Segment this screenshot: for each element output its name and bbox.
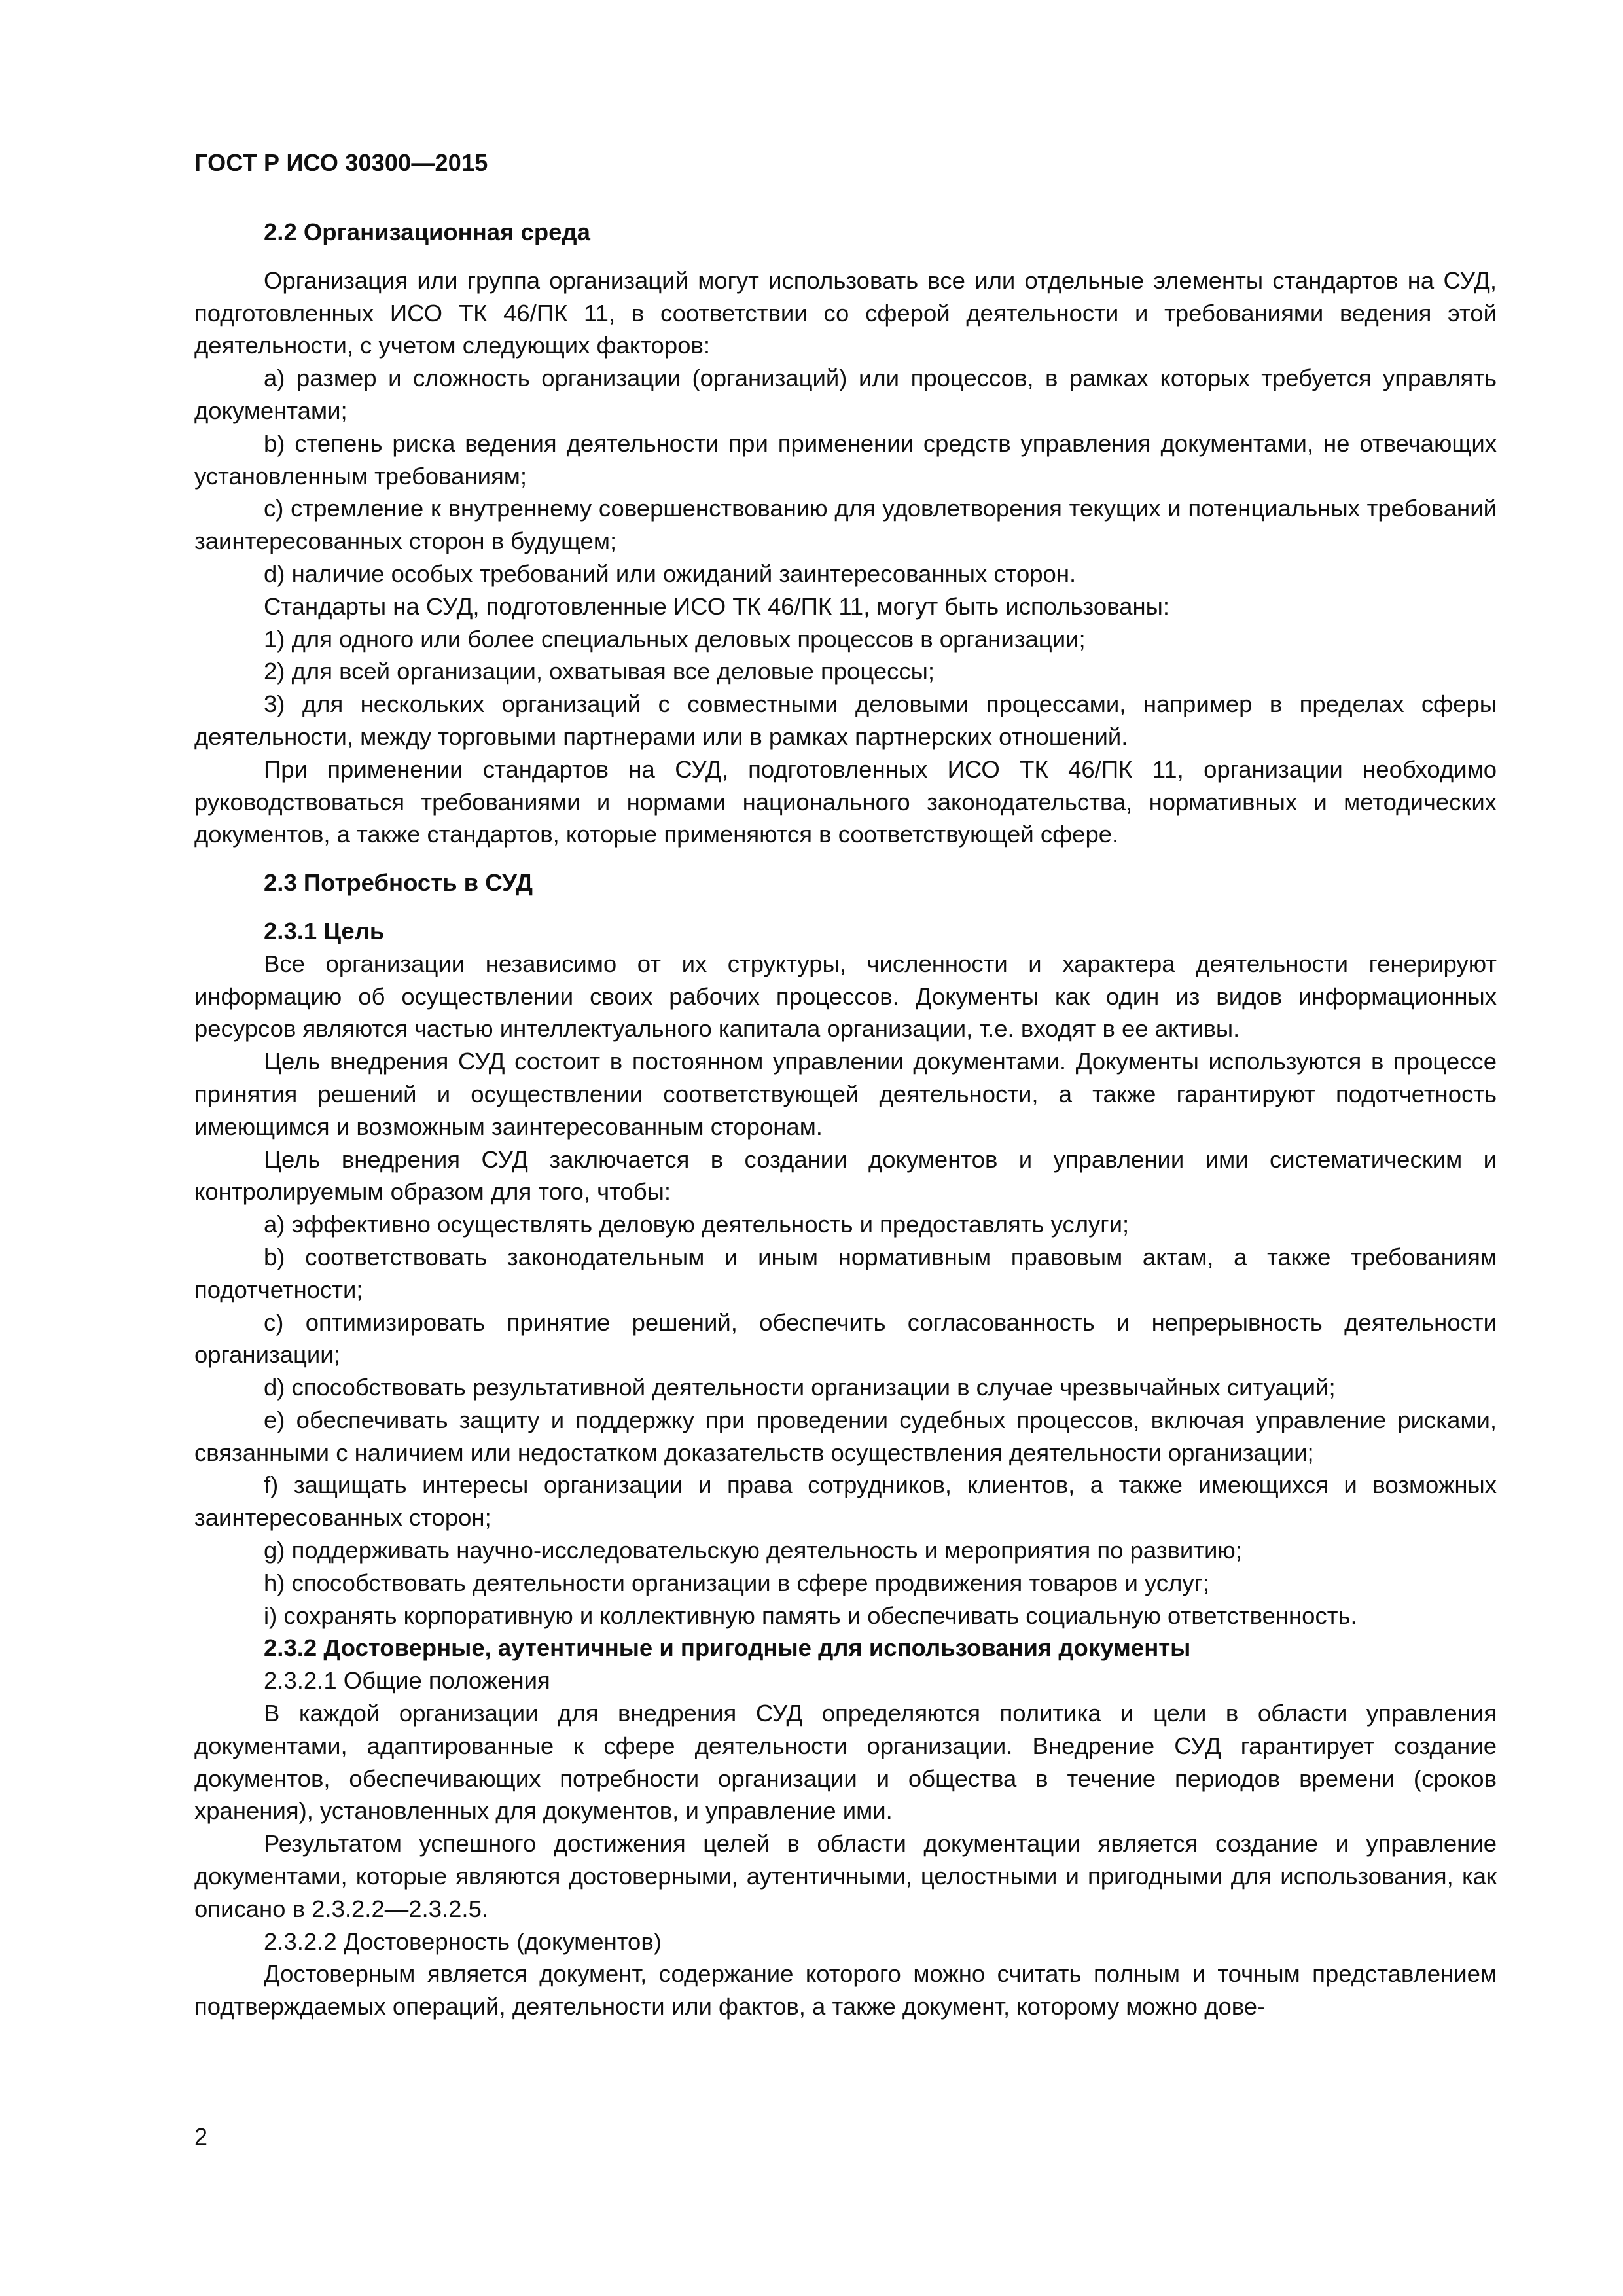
paragraph: При применении стандартов на СУД, подготовленных ИСО ТК 46/ПК 11, организации необходимо руководствоваться требованиями и нормами национального законодательства, нормативных и методических документов, а также стандартов, которые применяются в соответствующей сфере. xyxy=(194,755,1497,848)
paragraph: В каждой организации для внедрения СУД определяются политика и цели в области управления документами, адаптированные к сфере деятельности организации. Внедрение СУД гарантирует создание документов, обеспечивающих потребности организации и общества в течение периодов времени (сроков хранения), установленных для документов, и управление ими. xyxy=(194,1700,1497,1825)
document-body xyxy=(194,216,1497,2023)
section-heading-2-3-2-2: 2.3.2.2 Достоверность (документов) xyxy=(264,1928,662,1955)
list-item: c) оптимизировать принятие решений, обеспечить согласованность и непрерывность деятельности организации; xyxy=(194,1308,1497,1369)
section-heading-2-3: 2.3 Потребность в СУД xyxy=(264,869,533,897)
section-heading-2-3-2-1: 2.3.2.1 Общие положения xyxy=(264,1667,550,1695)
list-item: h) способствовать деятельности организации в сфере продвижения товаров и услуг; xyxy=(264,1569,1210,1596)
paragraph: Цель внедрения СУД состоит в постоянном управлении документами. Документы используются в процессе принятия решений и осуществлении соответствующей деятельности, а также гарантируют подотчетность имеющимся и возможным заинтересованным сторонам. xyxy=(194,1048,1497,1140)
paragraph: Все организации независимо от их структуры, численности и характера деятельности генерируют информацию об осуществлении своих рабочих процессов. Документы как один из видов информационных ресурсов являются частью интеллектуального капитала организации, т.е. входят в ее активы. xyxy=(194,950,1497,1043)
list-item: 1) для одного или более специальных деловых процессов в организации; xyxy=(264,625,1086,653)
standard-designation: ГОСТ Р ИСО 30300—2015 xyxy=(194,149,488,176)
list-item: c) стремление к внутреннему совершенствованию для удовлетворения текущих и потенциальных требований заинтересованных сторон в будущем; xyxy=(194,495,1497,555)
list-item: d) способствовать результативной деятельности организации в случае чрезвычайных ситуаций; xyxy=(264,1374,1336,1401)
list-item: g) поддерживать научно-исследовательскую деятельность и мероприятия по развитию; xyxy=(264,1537,1242,1564)
list-item: a) эффективно осуществлять деловую деятельность и предоставлять услуги; xyxy=(264,1211,1130,1238)
list-item: i) сохранять корпоративную и коллективную память и обеспечивать социальную ответственность. xyxy=(264,1602,1357,1629)
list-item: 3) для нескольких организаций с совместными деловыми процессами, например в пределах сферы деятельности, между торговыми партнерами или в рамках партнерских отношений. xyxy=(194,691,1497,750)
paragraph: Результатом успешного достижения целей в области документации является создание и управление документами, которые являются достоверными, аутентичными, целостными и пригодными для использования, как описано в 2.3.2.2—2.3.2.5. xyxy=(194,1830,1497,1922)
paragraph: Стандарты на СУД, подготовленные ИСО ТК 46/ПК 11, могут быть использованы: xyxy=(264,592,1169,620)
list-item: f) защищать интересы организации и права сотрудников, клиентов, а также имеющихся и возможных заинтересованных сторон; xyxy=(194,1471,1497,1532)
section-heading-2-2: 2.2 Организационная среда xyxy=(264,219,590,245)
page-number: 2 xyxy=(194,2123,208,2150)
list-item: d) наличие особых требований или ожиданий заинтересованных сторон. xyxy=(264,560,1077,587)
list-item: b) степень риска ведения деятельности при применении средств управления документами, не отвечающих установленным требованиям; xyxy=(194,429,1497,490)
section-heading-2-3-2: 2.3.2 Достоверные, аутентичные и пригодные для использования документы xyxy=(264,1634,1191,1662)
list-item: e) обеспечивать защиту и поддержку при проведении судебных процессов, включая управление рисками, связанными с наличием или недостатком доказательств осуществления деятельности организации; xyxy=(194,1406,1497,1466)
list-item: 2) для всей организации, охватывая все деловые процессы; xyxy=(264,658,935,685)
list-item: b) соответствовать законодательным и иным нормативным правовым актам, а также требованиям подотчетности; xyxy=(194,1243,1497,1303)
paragraph: Достоверным является документ, содержание которого можно считать полным и точным представлением подтверждаемых операций, деятельности или фактов, а также документ, которому можно дове- xyxy=(194,1960,1497,2020)
section-heading-2-3-1: 2.3.1 Цель xyxy=(264,917,385,944)
list-item: a) размер и сложность организации (организаций) или процессов, в рамках которых требуется управлять документами; xyxy=(194,365,1497,424)
paragraph: Цель внедрения СУД заключается в создании документов и управлении ими систематическим и контролируемым образом для того, чтобы: xyxy=(194,1145,1497,1206)
paragraph: Организация или группа организаций могут использовать все или отдельные элементы стандартов на СУД, подготовленных ИСО ТК 46/ПК 11, в соответствии со сферой деятельности и требованиями ведения этой деятельности, с учетом следующих факторов: xyxy=(194,266,1497,359)
